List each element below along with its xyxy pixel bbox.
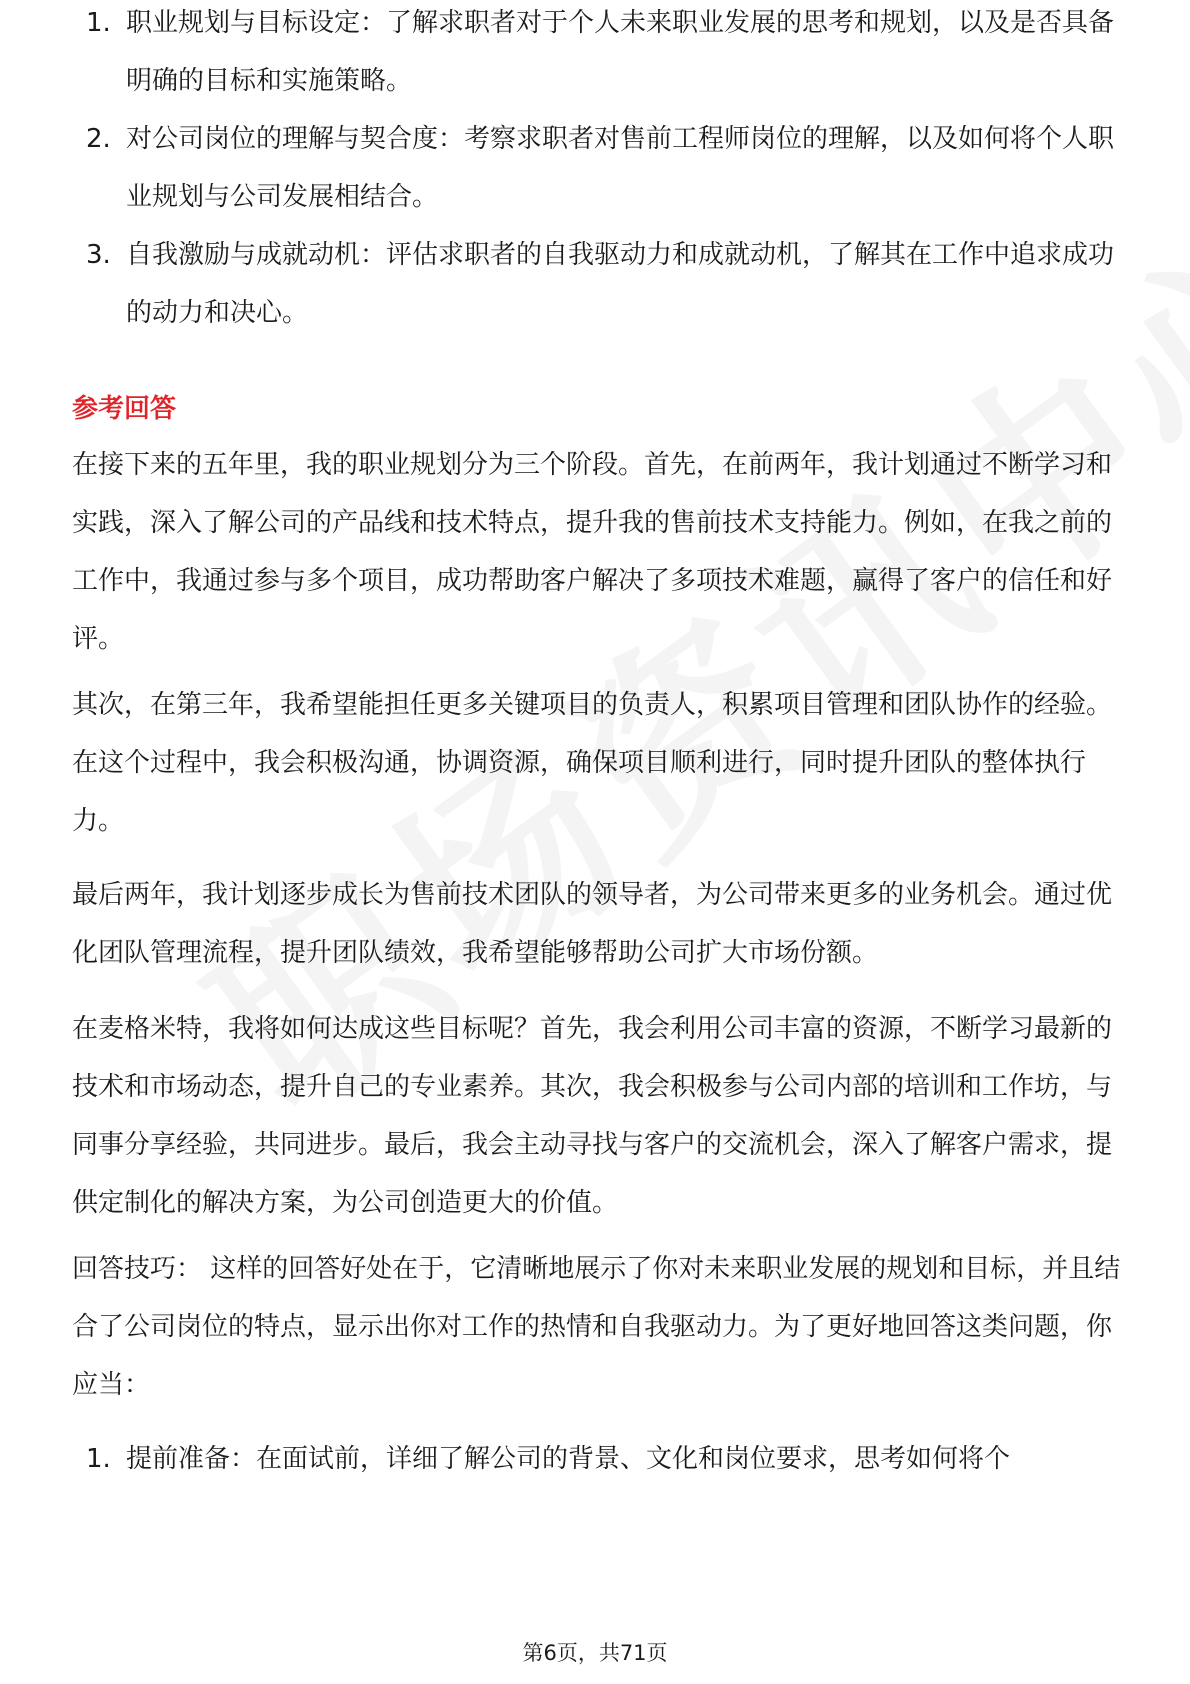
answer-paragraph-4: 在麦格米特，我将如何达成这些目标呢？首先，我会利用公司丰富的资源，不断学习最新的技术和市场动态，提升自己的专业素养。其次，我会积极参与公司内部的培训和工作坊，与同事分享经验，共同进步。最后，我会主动寻找与客户的交流机会，深入了解客户需求，提供定制化的解决方案，为公司创造更大的价值。 [72, 1014, 1113, 1218]
list-item-number: 3. [86, 240, 111, 270]
answer-paragraph-3: 最后两年，我计划逐步成长为售前技术团队的领导者，为公司带来更多的业务机会。通过优化团队管理流程，提升团队绩效，我希望能够帮助公司扩大市场份额。 [72, 880, 1113, 968]
list-item-number: 1. [86, 8, 111, 38]
list-item-text: 提前准备：在面试前，详细了解公司的背景、文化和岗位要求，思考如何将个 [126, 1444, 1011, 1474]
tips-list [72, 1430, 1136, 1488]
list-item-text: 对公司岗位的理解与契合度：考察求职者对售前工程师岗位的理解，以及如何将个人职业规划与公司发展相结合。 [126, 124, 1115, 212]
answer-tips-paragraph: 回答技巧： 这样的回答好处在于，它清晰地展示了你对未来职业发展的规划和目标，并且结合了公司岗位的特点，显示出你对工作的热情和自我驱动力。为了更好地回答这类问题，你应当： [72, 1254, 1121, 1400]
answer-paragraph-1: 在接下来的五年里，我的职业规划分为三个阶段。首先，在前两年，我计划通过不断学习和实践，深入了解公司的产品线和技术特点，提升我的售前技术支持能力。例如，在我之前的工作中，我通过参与多个项目，成功帮助客户解决了多项技术难题，赢得了客户的信任和好评。 [72, 450, 1113, 654]
list-item [72, 226, 1136, 342]
answer-paragraph-2: 其次，在第三年，我希望能担任更多关键项目的负责人，积累项目管理和团队协作的经验。在这个过程中，我会积极沟通，协调资源，确保项目顺利进行，同时提升团队的整体执行力。 [72, 690, 1113, 836]
list-item [72, 110, 1136, 226]
list-item-text: 自我激励与成就动机：评估求职者的自我驱动力和成就动机，了解其在工作中追求成功的动力和决心。 [126, 240, 1115, 328]
evaluation-points-list [72, 8, 1136, 342]
list-item [72, 0, 1136, 110]
list-item-text: 职业规划与目标设定：了解求职者对于个人未来职业发展的思考和规划，以及是否具备明确的目标和实施策略。 [126, 8, 1115, 96]
list-item [72, 1430, 1136, 1488]
section-heading: 参考回答 [72, 394, 177, 424]
list-item-number: 2. [86, 124, 111, 154]
page-number-footer: 第6页，共71页 [522, 1641, 668, 1665]
list-item-number: 1. [86, 1444, 111, 1474]
